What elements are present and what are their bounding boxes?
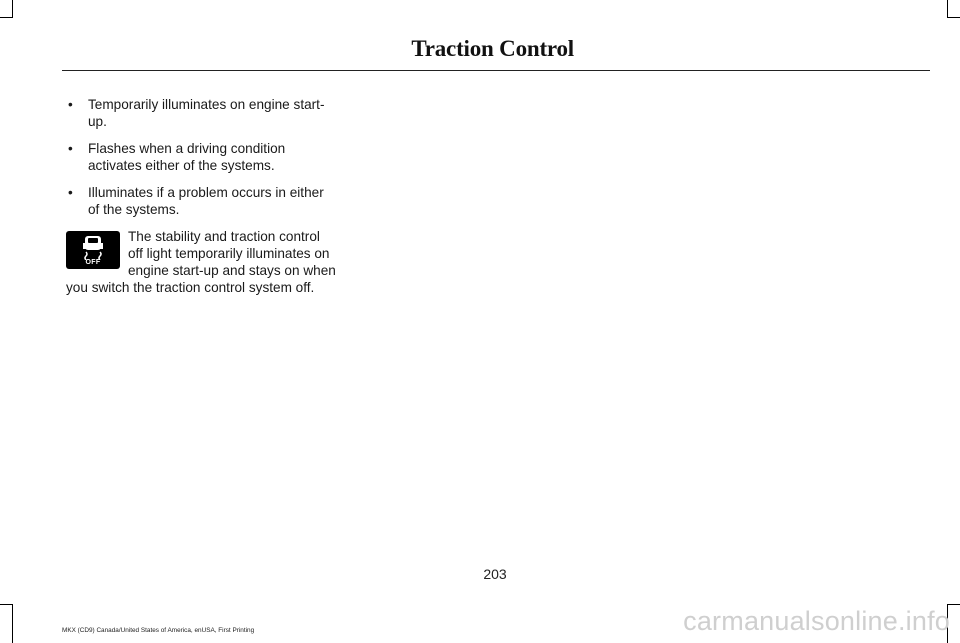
bullet-list <box>66 96 338 218</box>
icon-off-label: OFF <box>85 259 101 266</box>
crop-mark <box>12 604 13 643</box>
skidding-car-icon <box>81 234 105 260</box>
bullet-glyph: • <box>68 185 73 200</box>
page-number: 203 <box>483 566 507 582</box>
crop-mark <box>947 604 960 605</box>
crop-mark <box>0 17 13 18</box>
list-item-text: Flashes when a driving condition activates either of the systems. <box>88 141 286 173</box>
bullet-glyph: • <box>68 97 73 112</box>
crop-mark <box>947 17 960 18</box>
content-column <box>66 96 338 296</box>
list-item-text: Temporarily illuminates on engine start-up. <box>88 97 325 129</box>
footer-text: MKX (CD9) Canada/United States of America, enUSA, First Printing <box>62 627 255 634</box>
list-item <box>66 140 338 174</box>
list-item <box>66 184 338 218</box>
bullet-glyph: • <box>68 141 73 156</box>
page-title: Traction Control <box>411 36 574 61</box>
crop-mark <box>12 0 13 17</box>
header-rule <box>62 70 930 71</box>
description-paragraph <box>66 228 338 296</box>
crop-mark <box>947 0 948 17</box>
list-item-text: Illuminates if a problem occurs in either of the systems. <box>88 185 324 217</box>
paragraph-text: The stability and traction control off light temporarily illuminates on engine start-up and stays on when you switch the traction control system off. <box>66 229 336 295</box>
crop-mark <box>0 604 13 605</box>
watermark: carmanualsonline.info <box>683 606 950 636</box>
list-item <box>66 96 338 130</box>
traction-control-off-icon <box>66 231 120 269</box>
